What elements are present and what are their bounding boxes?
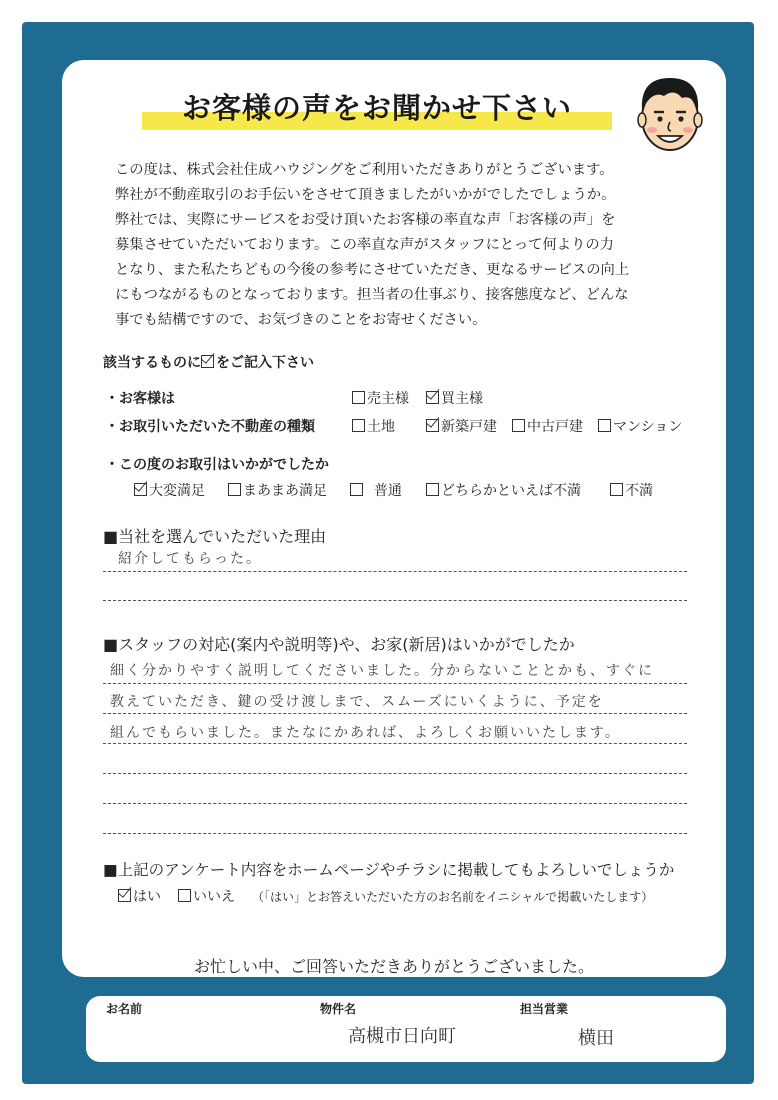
staff-value[interactable]: 横田 [578,1028,614,1049]
option-mansion[interactable] [598,416,682,436]
satisfaction-row [105,454,329,474]
intro-line: 募集させていただいております。この率直な声がスタッフにとって何よりの力 [115,237,614,253]
checkbox-icon[interactable] [610,483,623,496]
answer-line-divider [103,713,687,714]
q3-note: （「はい」とお答えいただいた方のお名前をイニシャルで掲載いたします） [252,890,654,904]
q3-heading: ■上記のアンケート内容をホームページやチラシに掲載してもよろしいでしょうか [103,861,675,879]
instruction-after: をご記入下さい [216,355,314,371]
check-instruction [103,352,314,372]
option-seller[interactable] [352,388,409,408]
option-label: マンション [613,419,683,435]
checkbox-checked-icon[interactable] [426,391,439,404]
answer-line-divider [103,743,687,744]
checkbox-icon[interactable] [178,889,191,902]
q2-heading: ■スタッフの対応(案内や説明等)や、お家(新居)はいかがでしたか [103,635,575,654]
property-value[interactable]: 高槻市日向町 [348,1026,456,1047]
checkbox-checked-icon[interactable] [118,889,131,902]
customer-type-row [105,388,175,408]
intro-line: 弊社では、実際にサービスをお受け頂いたお客様の率直な声「お客様の声」を [115,212,616,228]
option-yes[interactable] [118,886,161,906]
answer-line-divider [103,833,687,834]
intro-line: となり、また私たちどもの今後の参考にさせていただき、更なるサービスの向上 [115,262,630,278]
property-type-label: ・お取引いただいた不動産の種類 [105,419,315,435]
name-label: お名前 [106,1002,143,1016]
staff-face-icon [630,68,710,158]
intro-line: この度は、株式会社住成ハウジングをご利用いただきありがとうございます。 [115,162,614,178]
option-land[interactable] [352,416,395,436]
option-label: 大変満足 [149,483,205,499]
checkbox-icon[interactable] [598,419,611,432]
answer-line-divider [103,683,687,684]
option-buyer[interactable] [426,388,483,408]
checkbox-icon[interactable] [426,483,439,496]
checkbox-sample-icon [201,355,214,368]
option-label: 普通 [373,483,402,499]
page-title: お客様の声をお聞かせ下さい [181,91,572,125]
option-very-satisfied[interactable] [134,480,205,500]
satisfaction-label: ・この度のお取引はいかがでしたか [105,457,329,473]
q2-answer-line[interactable]: 組んでもらいました。またなにかあれば、よろしくお願いいたします。 [110,725,621,741]
title-block [142,88,612,132]
q2-answer-line[interactable]: 教えていただき、鍵の受け渡しまで、スムーズにいくように、予定を [110,694,604,710]
option-new-house[interactable] [426,416,497,436]
answer-line-divider [103,571,687,572]
option-label: いいえ [193,889,235,905]
checkbox-icon[interactable] [350,483,363,496]
option-label: どちらかといえば不満 [441,483,581,499]
option-label: はい [133,889,161,905]
answer-line-divider [103,600,687,601]
property-label: 物件名 [320,1002,357,1016]
answer-line-divider [103,773,687,774]
option-label: 不満 [625,483,653,499]
checkbox-icon[interactable] [352,391,365,404]
checkbox-icon[interactable] [352,419,365,432]
intro-line: 弊社が不動産取引のお手伝いをさせて頂きましたがいかがでしたでしょうか。 [115,187,616,203]
option-used-house[interactable] [512,416,583,436]
option-label: 土地 [367,419,395,435]
option-label: 新築戸建 [441,419,497,435]
checkbox-checked-icon[interactable] [426,419,439,432]
option-label: 買主様 [441,391,483,407]
customer-type-label: ・お客様は [105,391,175,407]
checkbox-checked-icon[interactable] [134,483,147,496]
option-no[interactable] [178,886,235,906]
option-label: 中古戸建 [527,419,583,435]
option-dissatisfied[interactable] [610,480,653,500]
intro-text [115,158,715,333]
staff-label: 担当営業 [520,1002,569,1016]
option-label: まあまあ満足 [243,483,327,499]
checkbox-icon[interactable] [228,483,241,496]
q1-heading: ■当社を選んでいただいた理由 [103,527,327,546]
thanks-message: お忙しい中、ご回答いただきありがとうございました。 [193,957,594,976]
checkbox-icon[interactable] [512,419,525,432]
option-normal[interactable] [350,480,402,500]
intro-line: 事でも結構ですので、お気づきのことをお寄せください。 [115,312,487,328]
intro-line: にもつながるものとなっております。担当者の仕事ぶり、接客態度など、どんな [115,287,629,303]
answer-line-divider [103,803,687,804]
option-somewhat-dissatisfied[interactable] [426,480,581,500]
q1-answer-line[interactable]: 紹介してもらった。 [118,551,262,567]
q2-answer-line[interactable]: 細く分かりやすく説明してくださいました。分からないこととかも、すぐに [110,663,654,679]
option-fairly-satisfied[interactable] [228,480,327,500]
property-type-row [105,416,315,436]
option-label: 売主様 [367,391,409,407]
instruction-before: 該当するものに [103,355,201,371]
